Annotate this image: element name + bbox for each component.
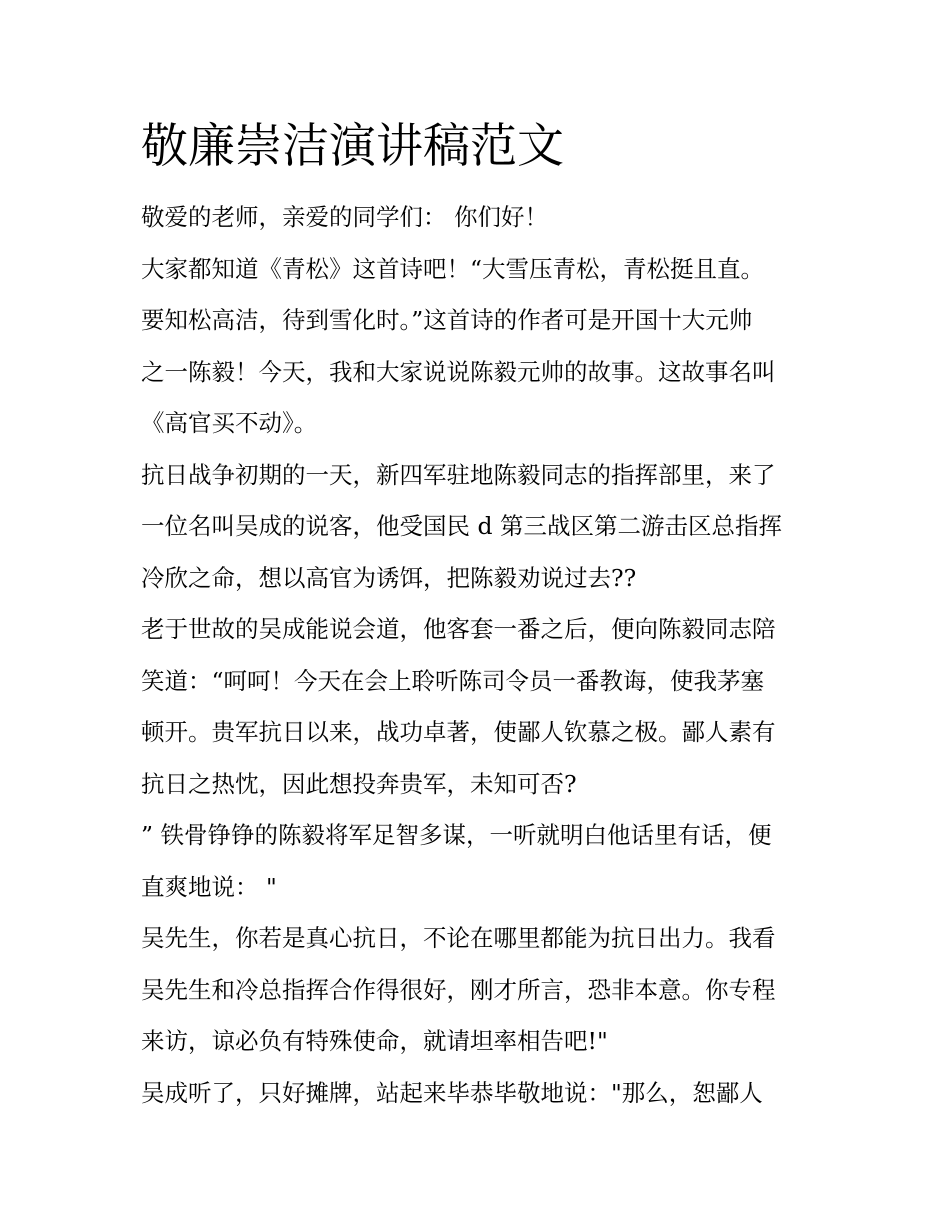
text-line: 吴先生，你若是真心抗日，不论在哪里都能为抗日出力。我看 xyxy=(141,924,776,952)
text-line: 来访，谅必负有特殊使命，就请坦率相告吧!" xyxy=(141,1027,608,1055)
text-line: 吴先生和冷总指挥合作得很好，刚才所言，恐非本意。你专程 xyxy=(141,975,776,1004)
text-line: 笑道：“呵呵！今天在会上聆听陈司令员一番教诲，使我茅塞 xyxy=(141,666,765,695)
text-line: ” 铁骨铮铮的陈毅将军足智多谋，一听就明白他话里有话，便 xyxy=(141,821,772,849)
text-line: 一位名叫吴成的说客，他受国民 d 第三战区第二游击区总指挥 xyxy=(141,512,782,540)
text-line: 要知松高洁，待到雪化时。”这首诗的作者可是开国十大元帅 xyxy=(141,306,753,334)
text-line: 顿开。贵军抗日以来，战功卓著，使鄙人钦慕之极。鄙人素有 xyxy=(141,718,776,746)
text-line: 吴成听了，只好摊牌，站起来毕恭毕敬地说："那么，恕鄙人 xyxy=(141,1078,763,1107)
text-line: 直爽地说： " xyxy=(141,872,277,901)
text-line: 之一陈毅！今天，我和大家说说陈毅元帅的故事。这故事名叫 xyxy=(141,357,776,386)
text-line: 大家都知道《青松》这首诗吧！“大雪压青松，青松挺且直。 xyxy=(141,254,765,283)
text-line: 《高官买不动》。 xyxy=(141,409,318,437)
document-body xyxy=(141,112,821,1119)
page-title: 敬廉崇洁演讲稿范文 xyxy=(141,119,564,174)
text-line: 老于世故的吴成能说会道，他客套一番之后，便向陈毅同志陪 xyxy=(141,615,776,643)
text-line: 抗日之热忱，因此想投奔贵军，未知可否? xyxy=(141,769,577,798)
text-line: 敬爱的老师，亲爱的同学们： 你们好！ xyxy=(141,203,548,231)
text-line: 冷欣之命，想以高官为诱饵，把陈毅劝说过去?? xyxy=(141,563,637,592)
text-line: 抗日战争初期的一天，新四军驻地陈毅同志的指挥部里，来了 xyxy=(141,460,776,489)
